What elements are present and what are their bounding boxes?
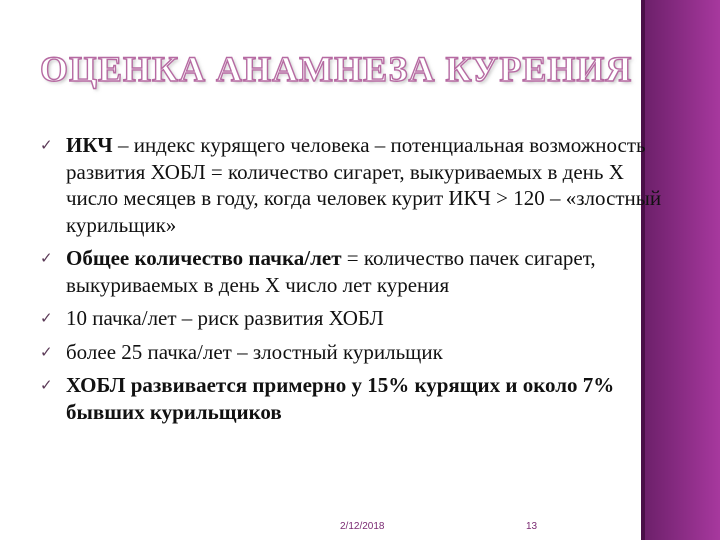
- bullet-item: [40, 132, 680, 238]
- bullet-item: [40, 339, 680, 366]
- bullet-bold-text: ИКЧ: [66, 133, 113, 157]
- slide-number: 13: [526, 521, 538, 532]
- checkmark-icon: ✓: [40, 309, 53, 327]
- bullet-item: [40, 305, 680, 332]
- bullet-text: 10 пачка/лет – риск развития ХОБЛ: [66, 306, 384, 330]
- checkmark-icon: ✓: [40, 376, 53, 394]
- bullet-bold-text: Общее количество пачка/лет: [66, 246, 342, 270]
- bullet-text: – индекс курящего человека – потенциальная возможность развития ХОБЛ = количество сигарет, выкуриваемых в день Х число месяцев в году, когда человек курит ИКЧ > 120 – «злостный курильщик»: [66, 133, 662, 237]
- slide-title: ОЦЕНКА АНАМНЕЗА КУРЕНИЯ: [40, 49, 633, 89]
- bullet-list: [40, 132, 680, 432]
- checkmark-icon: ✓: [40, 249, 53, 267]
- bullet-item: [40, 245, 680, 298]
- bullet-bold-text: ХОБЛ развивается примерно у 15% курящих и около 7% бывших курильщиков: [66, 373, 615, 424]
- bullet-item: [40, 372, 680, 425]
- bullet-text: = количество пачек сигарет, выкуриваемых в день Х число лет курения: [66, 246, 596, 297]
- footer-date: 2/12/2018: [340, 521, 385, 532]
- bullet-text: более 25 пачка/лет – злостный курильщик: [66, 339, 443, 364]
- checkmark-icon: ✓: [40, 342, 53, 361]
- checkmark-icon: ✓: [40, 136, 53, 154]
